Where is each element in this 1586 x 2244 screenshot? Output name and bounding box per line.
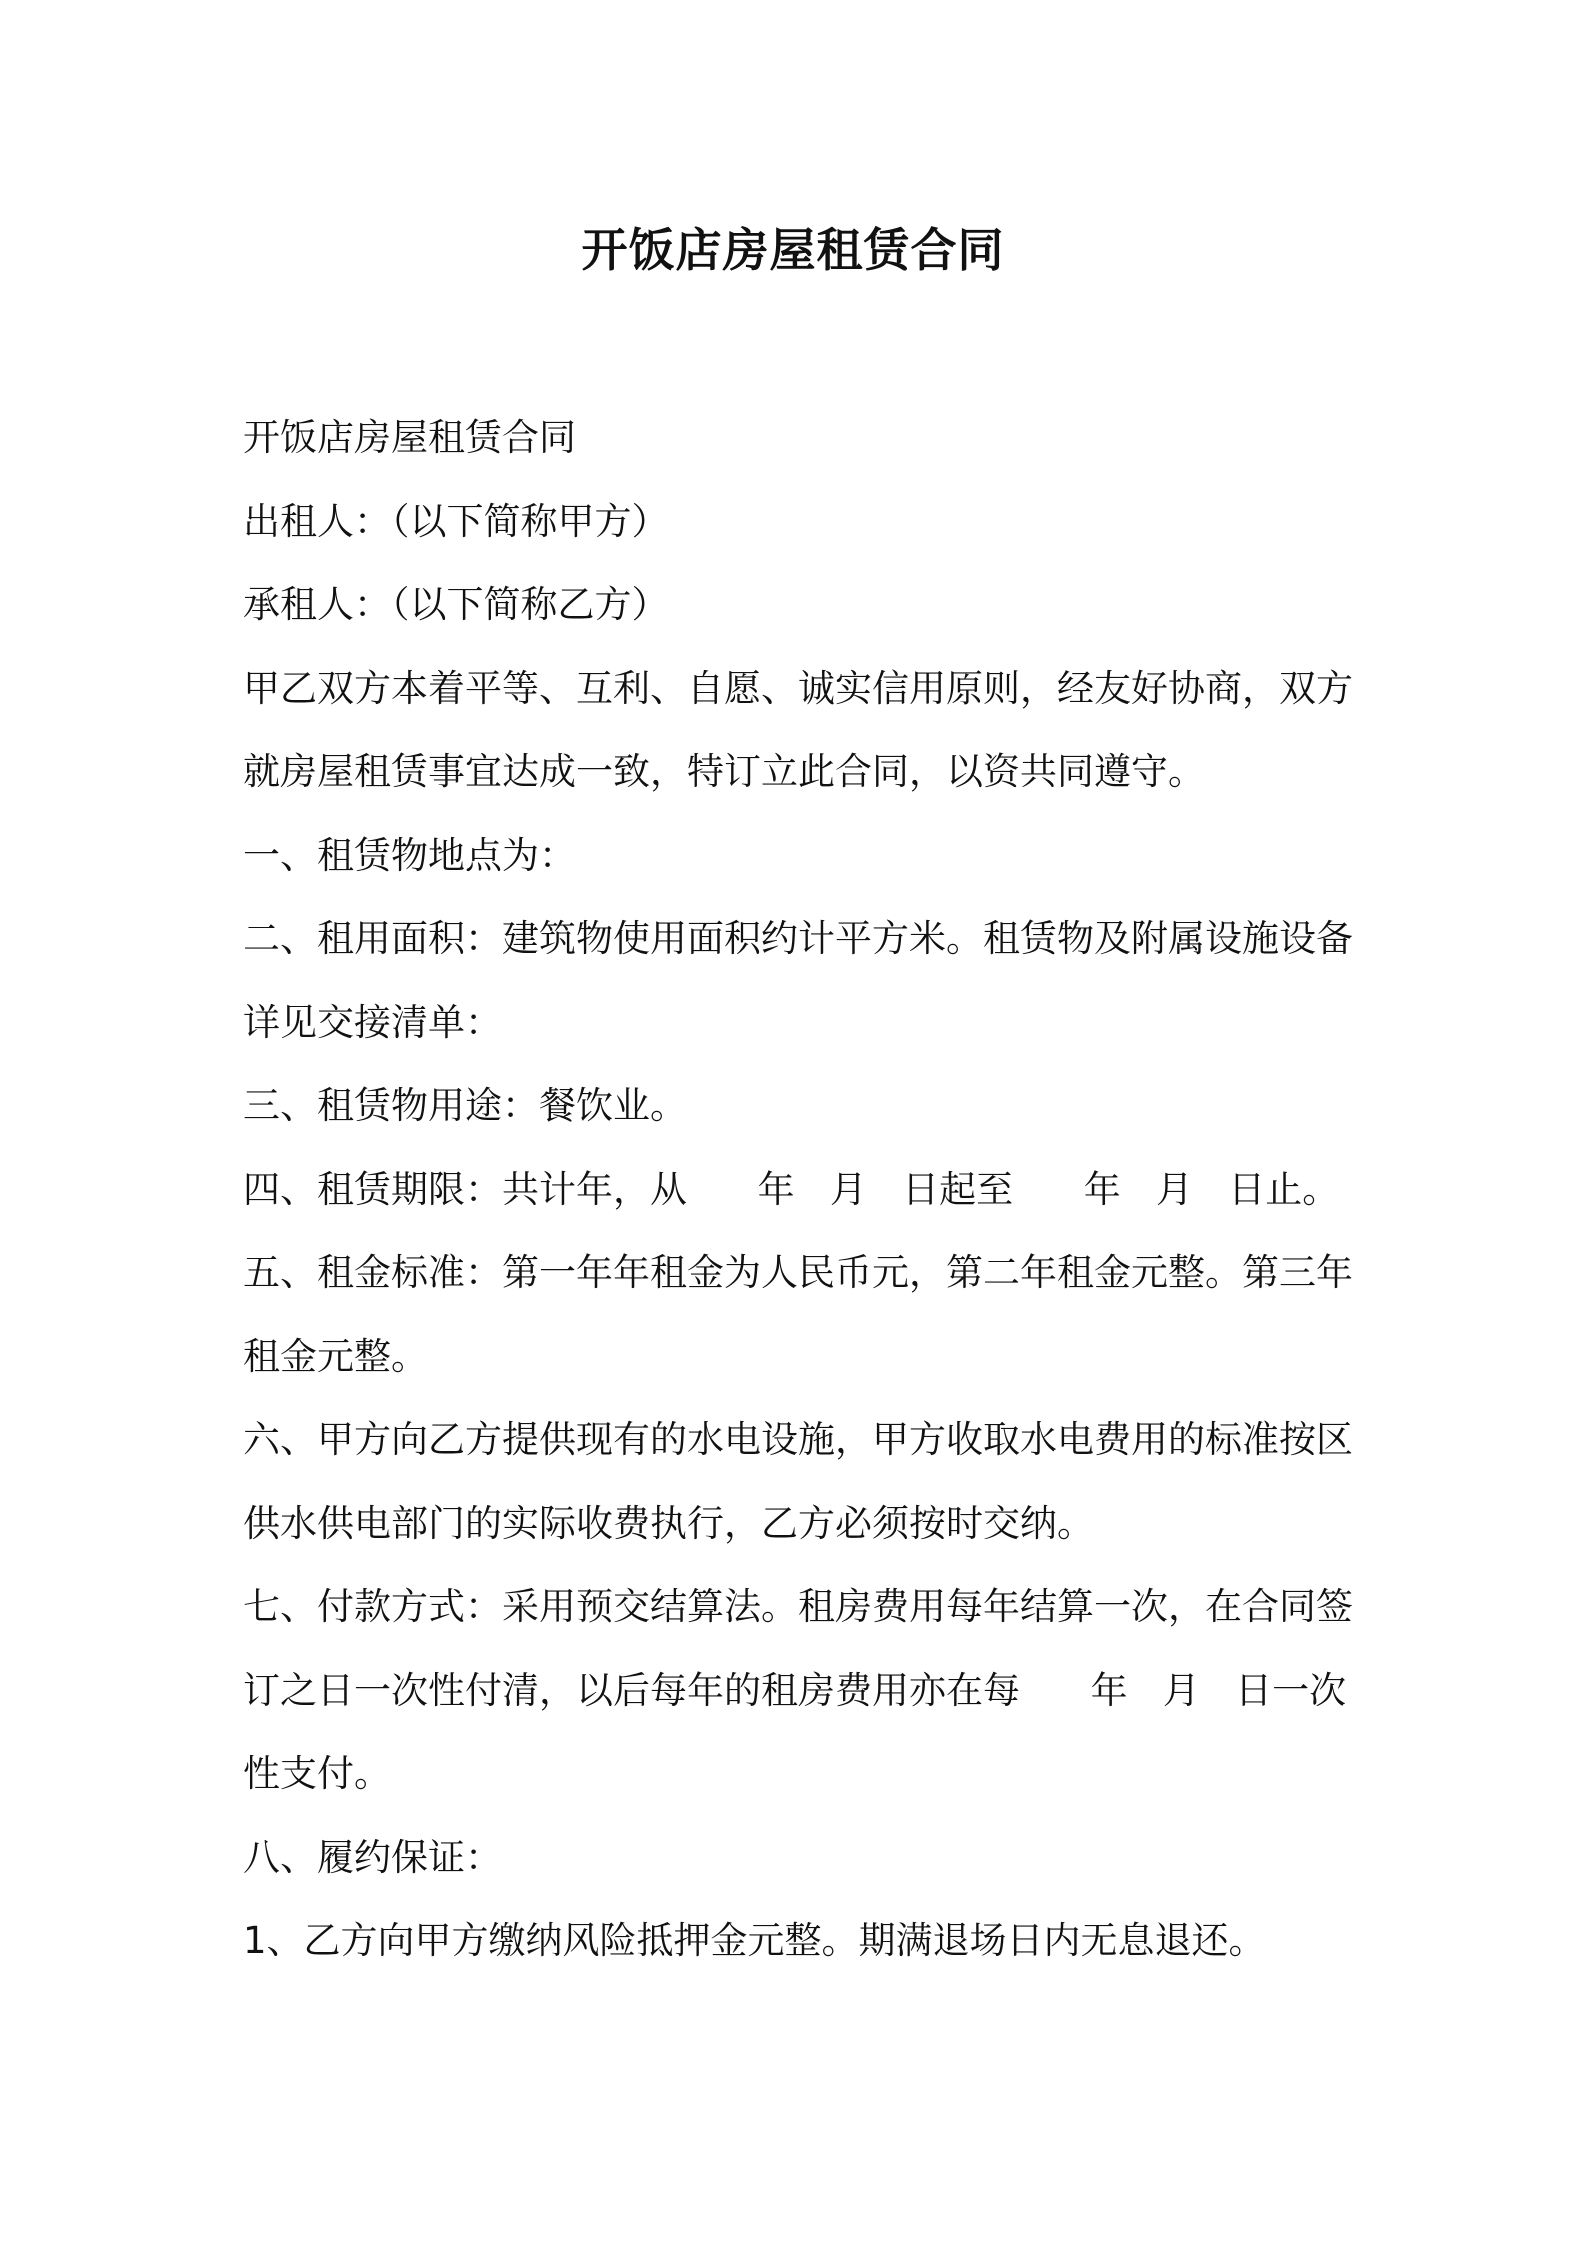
clause-1-location: 一、租赁物地点为：	[243, 833, 576, 877]
preamble-line-2: 就房屋租赁事宜达成一致，特订立此合同，以资共同遵守。	[243, 750, 1205, 793]
preamble-line-1: 甲乙双方本着平等、互利、自愿、诚实信用原则，经友好协商，双方	[243, 666, 1353, 710]
lessor-line: 出租人：（以下简称甲方）	[243, 499, 669, 543]
contract-heading: 开饭店房屋租赁合同	[243, 416, 576, 459]
clause-7-payment-line-2: 订之日一次性付清，以后每年的租房费用亦在每 年 月 日一次	[243, 1668, 1347, 1712]
clause-6-utilities-line-1: 六、甲方向乙方提供现有的水电设施，甲方收取水电费用的标准按区	[243, 1418, 1353, 1461]
clause-3-purpose: 三、租赁物用途：餐饮业。	[243, 1084, 687, 1127]
clause-7-payment-line-1: 七、付款方式：采用预交结算法。租房费用每年结算一次，在合同签	[243, 1585, 1353, 1628]
clause-8-guarantee: 八、履约保证：	[243, 1835, 502, 1879]
document-title: 开饭店房屋租赁合同	[581, 223, 1005, 277]
lessee-line: 承租人：（以下简称乙方）	[243, 583, 669, 626]
clause-6-utilities-line-2: 供水供电部门的实际收费执行，乙方必须按时交纳。	[243, 1501, 1094, 1545]
clause-2-area-line-1: 二、租用面积：建筑物使用面积约计平方米。租赁物及附属设施设备	[243, 917, 1353, 960]
clause-2-area-line-2: 详见交接清单：	[243, 1000, 502, 1044]
clause-4-term: 四、租赁期限：共计年，从 年 月 日起至 年 月 日止。	[243, 1167, 1340, 1211]
clause-5-rent-line-1: 五、租金标准：第一年年租金为人民币元，第二年租金元整。第三年	[243, 1251, 1353, 1294]
document-body	[243, 396, 1363, 1983]
clause-7-payment-line-3: 性支付。	[243, 1752, 391, 1795]
clause-5-rent-line-2: 租金元整。	[243, 1334, 428, 1378]
clause-8-item-1: 1、乙方向甲方缴纳风险抵押金元整。期满退场日内无息退还。	[243, 1919, 1266, 1962]
